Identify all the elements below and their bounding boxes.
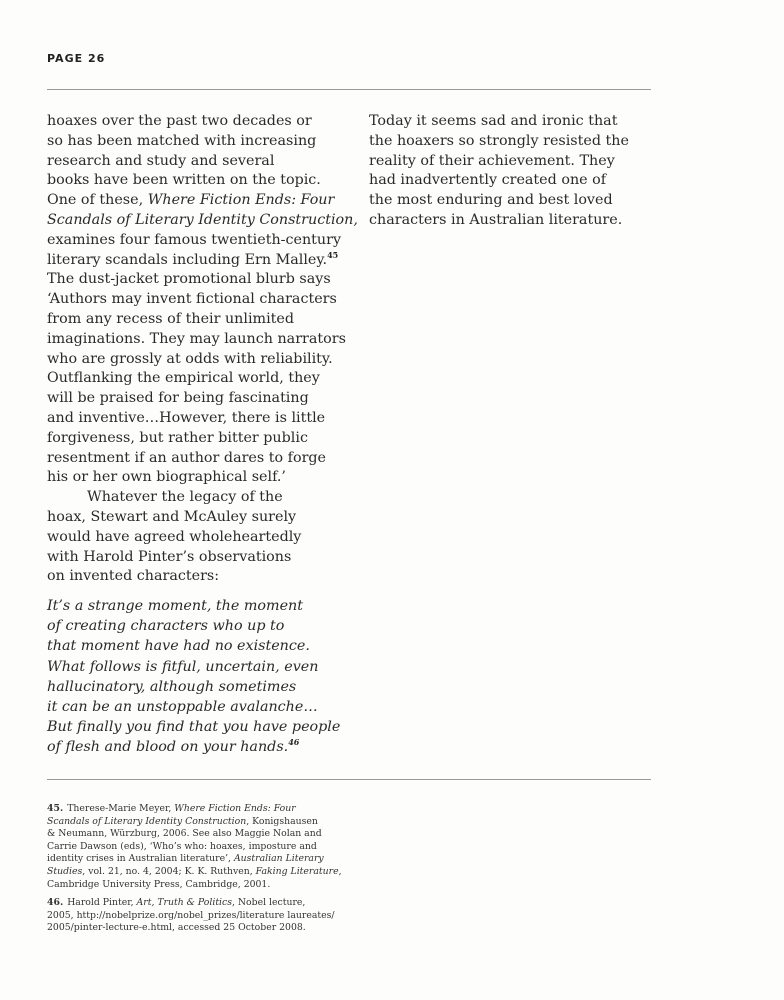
- pinter-quote: [47, 596, 347, 758]
- text-line: hoaxes over the past two decades or: [47, 113, 312, 129]
- text-line: so has been matched with increasing: [47, 132, 317, 149]
- quote-line: It’s a strange moment, the moment: [47, 598, 304, 614]
- book-title: Scandals of Literary Identity Construction: [47, 815, 247, 827]
- footnote-line: Cambridge University Press, Cambridge, 2001.: [47, 878, 271, 890]
- text-line: Outflanking the empirical world, they: [47, 370, 320, 387]
- footnote-number: 45.: [47, 803, 64, 814]
- text-fragment: , Nobel lecture,: [232, 897, 306, 909]
- text-line: [47, 251, 347, 271]
- text-fragment: , Konigshausen: [246, 815, 318, 827]
- text-line: research and study and several: [47, 152, 275, 169]
- text-line: resentment if an author dares to forge: [47, 449, 327, 466]
- book-title: Art, Truth & Politics: [136, 897, 233, 909]
- text-line: from any recess of their unlimited: [47, 310, 295, 327]
- text-line: Today it seems sad and ironic that: [369, 113, 618, 129]
- text-fragment: Harold Pinter,: [67, 897, 137, 909]
- quote-line: [47, 737, 347, 757]
- footnote-line: Carrie Dawson (eds), ‘Who’s who: hoaxes, imposture and: [47, 840, 317, 852]
- text-fragment: identity crises in Australian literature’,: [47, 853, 234, 865]
- quote-line: But finally you find that you have people: [47, 719, 341, 736]
- footnotes: [47, 803, 367, 941]
- quote-line: it can be an unstoppable avalanche…: [47, 699, 318, 716]
- text-line: ‘Authors may invent fictional characters: [47, 291, 337, 308]
- text-line: would have agreed wholeheartedly: [47, 528, 302, 545]
- text-line: who are grossly at odds with reliability.: [47, 350, 333, 367]
- footnote-line: 2005/pinter-lecture-e.html, accessed 25 October 2008.: [47, 922, 306, 934]
- text-line: hoax, Stewart and McAuley surely: [47, 508, 297, 525]
- quote-line: What follows is fitful, uncertain, even: [47, 658, 319, 675]
- footnote-45: [47, 803, 367, 891]
- text-fragment: Therese-Marie Meyer,: [67, 803, 175, 814]
- text-fragment: , vol. 21, no. 4, 2004; K. K. Ruthven,: [82, 865, 256, 877]
- text-line: The dust-jacket promotional blurb says: [47, 271, 331, 288]
- text-line: forgiveness, but rather bitter public: [47, 429, 308, 446]
- footnote-line: & Neumann, Würzburg, 2006. See also Maggie Nolan and: [47, 828, 322, 840]
- book-title: Where Fiction Ends: Four: [174, 803, 296, 814]
- book-title: Scandals of Literary Identity Construction,: [47, 211, 358, 228]
- text-line: with Harold Pinter’s observations: [47, 548, 292, 565]
- text-line: examines four famous twentieth-century: [47, 231, 342, 248]
- text-fragment: ,: [338, 865, 342, 877]
- text-line: his or her own biographical self.’: [47, 469, 286, 486]
- left-column: [47, 112, 358, 587]
- text-line: Whatever the legacy of the: [87, 489, 283, 506]
- text-line: books have been written on the topic.: [47, 172, 321, 189]
- text-line: had inadvertently created one of: [369, 172, 607, 189]
- text-line: reality of their achievement. They: [369, 152, 615, 169]
- book-title: Faking Literature: [255, 865, 339, 877]
- text-line: imaginations. They may launch narrators: [47, 330, 346, 347]
- book-title: Where Fiction Ends: Four: [147, 192, 335, 209]
- text-line: will be praised for being fascinating: [47, 390, 309, 407]
- footnote-ref-46: 46: [288, 737, 300, 748]
- text-line: the hoaxers so strongly resisted the: [369, 132, 629, 149]
- top-divider: [47, 89, 651, 90]
- text-line: and inventive…However, there is little: [47, 409, 326, 426]
- journal-title: Studies: [47, 865, 83, 877]
- quote-line: hallucinatory, although sometimes: [47, 678, 297, 695]
- footnote-46: [47, 897, 367, 935]
- page-number: PAGE 26: [47, 52, 106, 65]
- quote-line: of creating characters who up to: [47, 618, 285, 635]
- journal-title: Australian Literary: [233, 853, 324, 865]
- footnote-number: 46.: [47, 897, 64, 909]
- text-line: characters in Australian literature.: [369, 211, 623, 228]
- text-line: on invented characters:: [47, 568, 220, 585]
- text-line: the most enduring and best loved: [369, 192, 613, 209]
- text-fragment: One of these,: [47, 192, 148, 209]
- footnote-ref-45: 45: [327, 249, 339, 260]
- text-line: [47, 191, 347, 211]
- footnote-divider: [47, 779, 651, 780]
- quote-line: that moment have had no existence.: [47, 638, 310, 655]
- text-fragment: of flesh and blood on your hands.: [47, 739, 289, 756]
- text-fragment: literary scandals including Ern Malley.: [47, 251, 328, 268]
- footnote-line: 2005, http://nobelprize.org/nobel_prizes/literature laureates/: [47, 909, 335, 921]
- right-column: [369, 112, 659, 231]
